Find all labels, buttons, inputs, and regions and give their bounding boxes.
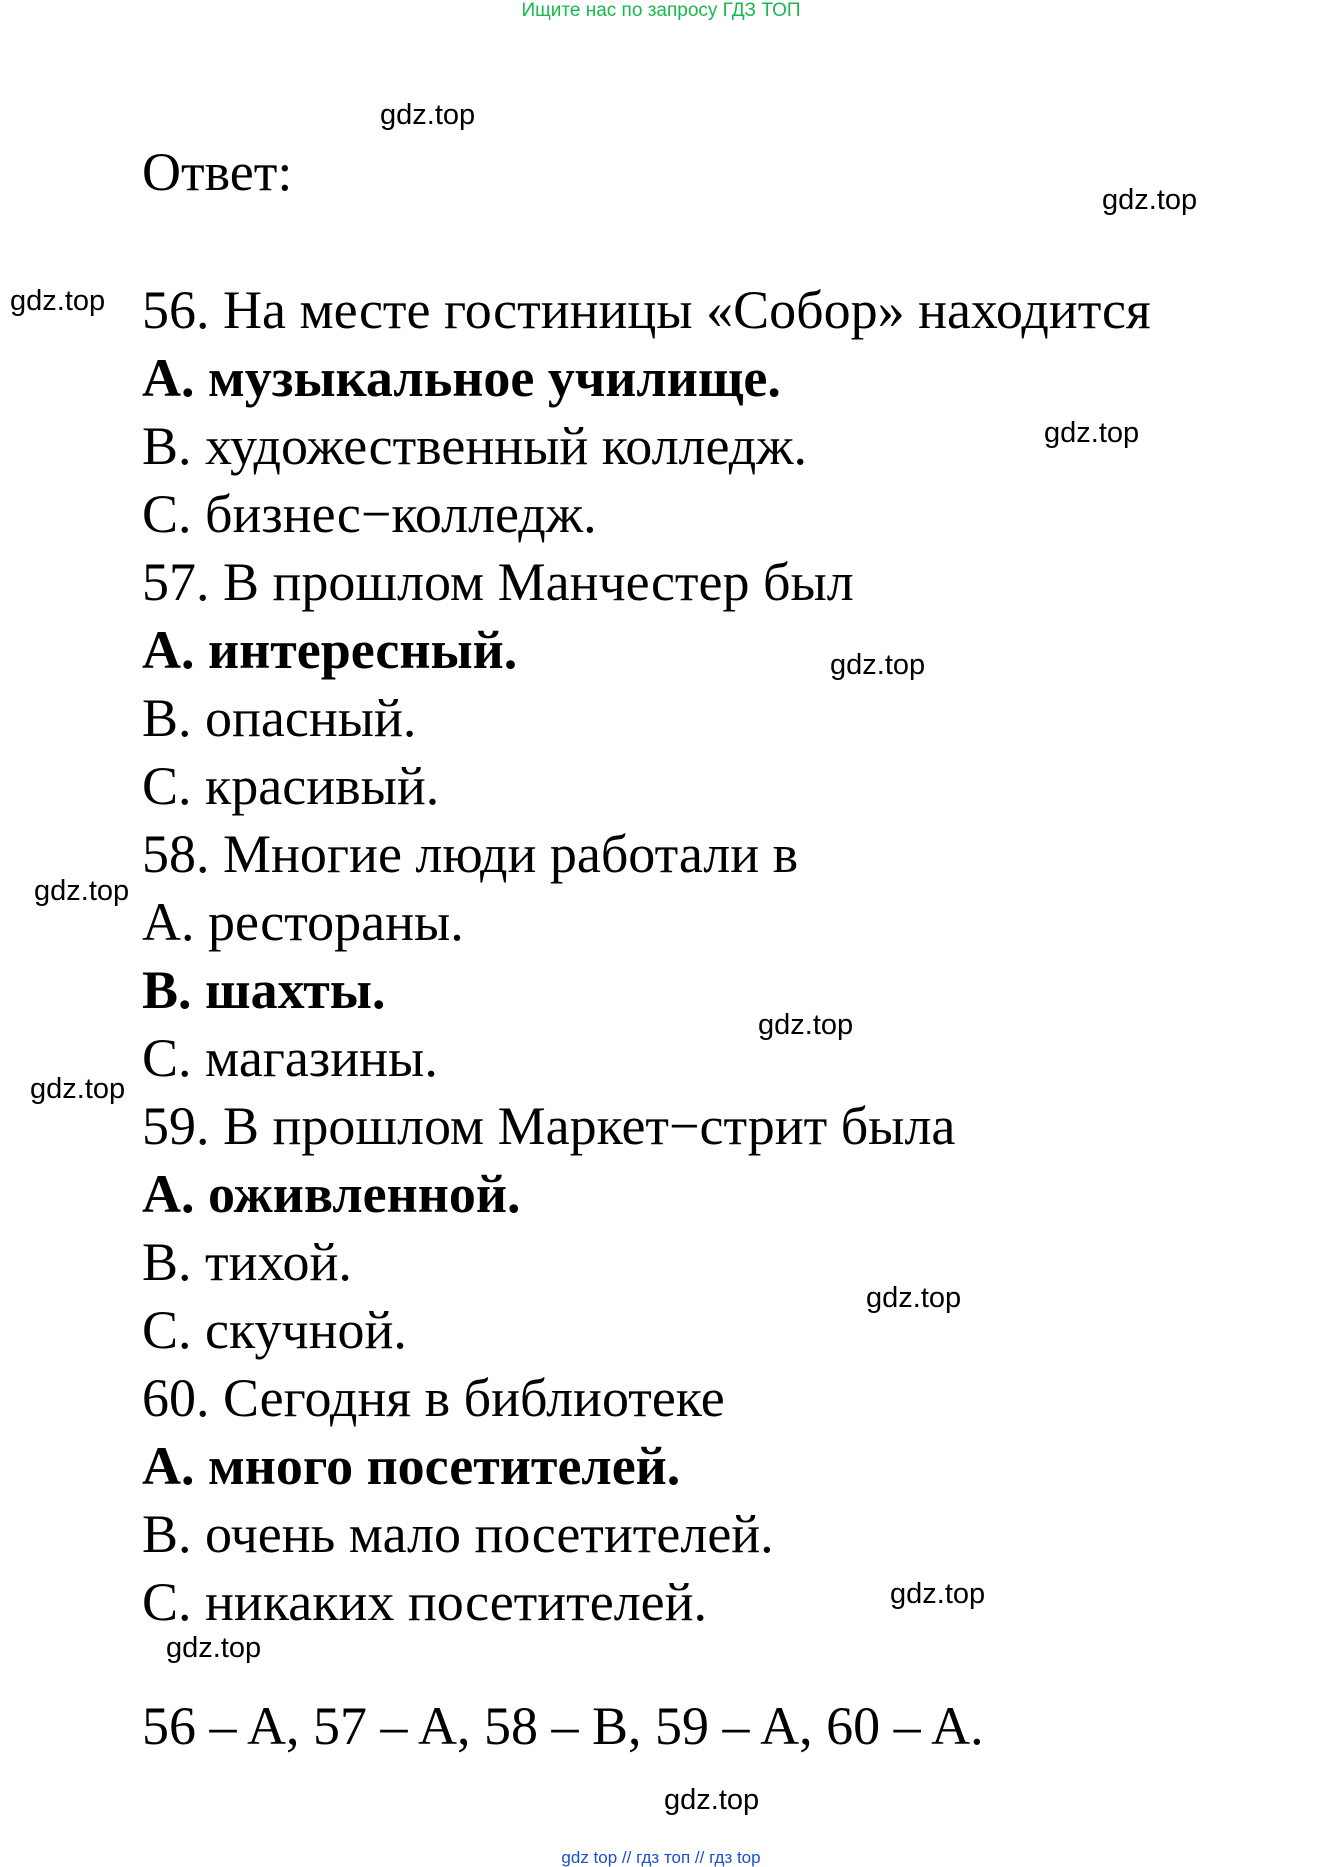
answer-option-correct: A. оживленной. (142, 1164, 521, 1224)
answer-option: B. художественный колледж. (142, 416, 808, 476)
watermark: gdz.top (34, 875, 130, 907)
questions-list (142, 276, 1151, 1636)
answer-option-correct: A. много посетителей. (142, 1436, 681, 1496)
watermark: gdz.top (380, 99, 476, 131)
answer-option: C. магазины. (142, 1028, 438, 1088)
watermark: gdz.top (30, 1073, 126, 1105)
top-banner[interactable]: Ищите нас по запросу ГДЗ ТОП (521, 0, 801, 21)
question-prompt: 57. В прошлом Манчестер был (142, 552, 854, 612)
answer-summary: 56 – A, 57 – A, 58 – B, 59 – A, 60 – A. (142, 1696, 984, 1756)
watermark: gdz.top (10, 285, 106, 317)
question-prompt: 56. На месте гостиницы «Собор» находится (142, 280, 1151, 340)
answer-option-correct: A. музыкальное училище. (142, 348, 781, 408)
question-prompt: 60. Сегодня в библиотеке (142, 1368, 725, 1428)
answer-option: B. очень мало посетителей. (142, 1504, 774, 1564)
footer-links[interactable]: gdz top // гдз топ // гдз top (561, 1848, 761, 1867)
answer-option-correct: A. интересный. (142, 620, 518, 680)
answer-option: B. тихой. (142, 1232, 352, 1292)
answer-option: C. красивый. (142, 756, 440, 816)
answer-option: C. никаких посетителей. (142, 1572, 708, 1632)
watermark: gdz.top (1102, 184, 1198, 216)
answer-option: A. рестораны. (142, 892, 464, 952)
question-prompt: 59. В прошлом Маркет−стрит была (142, 1096, 956, 1156)
watermark: gdz.top (866, 1282, 962, 1314)
answer-option-correct: B. шахты. (142, 960, 386, 1020)
answer-option: C. бизнес−колледж. (142, 484, 597, 544)
answer-heading: Ответ: (142, 142, 293, 202)
watermark: gdz.top (758, 1009, 854, 1041)
watermark: gdz.top (830, 649, 926, 681)
question-prompt: 58. Многие люди работали в (142, 824, 799, 884)
answer-option: C. скучной. (142, 1300, 407, 1360)
answer-option: B. опасный. (142, 688, 417, 748)
watermark: gdz.top (166, 1632, 262, 1664)
watermark: gdz.top (890, 1578, 986, 1610)
watermark: gdz.top (664, 1784, 760, 1816)
watermark: gdz.top (1044, 417, 1140, 449)
